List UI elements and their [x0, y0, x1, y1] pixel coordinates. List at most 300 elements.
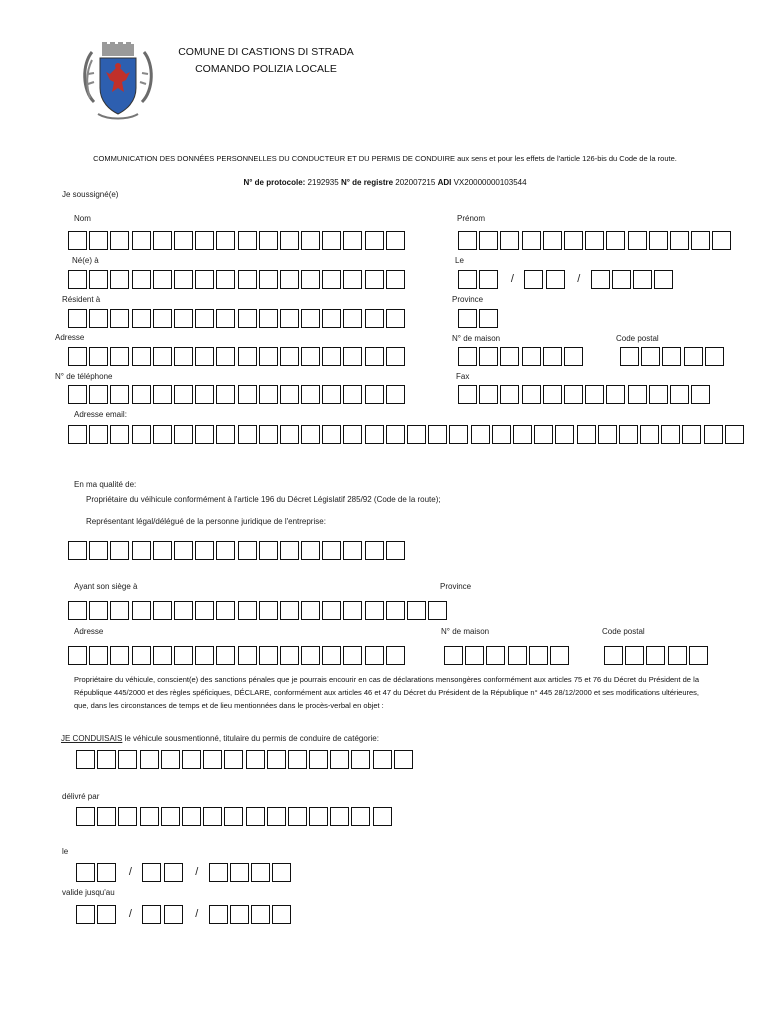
char-box[interactable] [508, 646, 527, 665]
char-box[interactable] [195, 231, 214, 250]
char-box[interactable] [394, 750, 413, 769]
char-box[interactable] [238, 309, 257, 328]
char-box[interactable] [725, 425, 744, 444]
char-box[interactable] [68, 425, 87, 444]
birth-year-boxes[interactable] [591, 270, 676, 289]
char-box[interactable] [224, 750, 243, 769]
char-box[interactable] [479, 309, 498, 328]
char-box[interactable] [164, 863, 183, 882]
char-box[interactable] [110, 541, 129, 560]
char-box[interactable] [280, 646, 299, 665]
char-box[interactable] [259, 601, 278, 620]
char-box[interactable] [89, 601, 108, 620]
char-box[interactable] [118, 750, 137, 769]
char-box[interactable] [238, 646, 257, 665]
char-box[interactable] [591, 270, 610, 289]
issue-month-boxes[interactable] [142, 863, 184, 882]
char-box[interactable] [668, 646, 687, 665]
char-box[interactable] [153, 231, 172, 250]
char-box[interactable] [301, 309, 320, 328]
char-box[interactable] [209, 905, 228, 924]
char-box[interactable] [89, 347, 108, 366]
char-box[interactable] [89, 309, 108, 328]
char-box[interactable] [76, 807, 95, 826]
char-box[interactable] [322, 541, 341, 560]
char-box[interactable] [132, 347, 151, 366]
char-box[interactable] [351, 807, 370, 826]
char-box[interactable] [449, 425, 468, 444]
char-box[interactable] [174, 385, 193, 404]
char-box[interactable] [174, 231, 193, 250]
char-box[interactable] [259, 309, 278, 328]
char-box[interactable] [251, 863, 270, 882]
fax-field[interactable] [458, 385, 712, 404]
char-box[interactable] [546, 270, 565, 289]
char-box[interactable] [343, 646, 362, 665]
char-box[interactable] [386, 601, 405, 620]
char-box[interactable] [110, 347, 129, 366]
valid-day-boxes[interactable] [76, 905, 118, 924]
char-box[interactable] [585, 385, 604, 404]
char-box[interactable] [649, 385, 668, 404]
char-box[interactable] [689, 646, 708, 665]
char-box[interactable] [195, 309, 214, 328]
char-box[interactable] [246, 750, 265, 769]
char-box[interactable] [132, 601, 151, 620]
char-box[interactable] [280, 231, 299, 250]
char-box[interactable] [301, 646, 320, 665]
char-box[interactable] [174, 347, 193, 366]
char-box[interactable] [343, 425, 362, 444]
char-box[interactable] [522, 231, 541, 250]
birth-day-boxes[interactable] [458, 270, 500, 289]
nom-field[interactable] [68, 231, 407, 250]
char-box[interactable] [330, 807, 349, 826]
char-box[interactable] [142, 905, 161, 924]
char-box[interactable] [76, 863, 95, 882]
owner-option: Propriétaire du véihicule conformément à l'article 196 du Décret Législatif 285/92 (Code de la route); [86, 495, 441, 504]
char-box[interactable] [259, 646, 278, 665]
char-box[interactable] [280, 601, 299, 620]
char-box[interactable] [386, 347, 405, 366]
char-box[interactable] [216, 646, 235, 665]
char-box[interactable] [288, 750, 307, 769]
char-box[interactable] [564, 385, 583, 404]
char-box[interactable] [174, 309, 193, 328]
char-box[interactable] [209, 863, 228, 882]
valid-year-boxes[interactable] [209, 905, 294, 924]
char-box[interactable] [330, 750, 349, 769]
birthplace-field[interactable] [68, 270, 407, 289]
email-field[interactable] [68, 425, 746, 444]
char-box[interactable] [195, 270, 214, 289]
char-box[interactable] [110, 425, 129, 444]
char-box[interactable] [524, 270, 543, 289]
char-box[interactable] [458, 270, 477, 289]
char-box[interactable] [479, 231, 498, 250]
province-field[interactable] [458, 309, 500, 328]
char-box[interactable] [365, 541, 384, 560]
char-box[interactable] [301, 231, 320, 250]
char-box[interactable] [174, 601, 193, 620]
char-box[interactable] [301, 601, 320, 620]
char-box[interactable] [534, 425, 553, 444]
char-box[interactable] [543, 385, 562, 404]
char-box[interactable] [343, 231, 362, 250]
char-box[interactable] [550, 646, 569, 665]
char-box[interactable] [216, 385, 235, 404]
char-box[interactable] [500, 231, 519, 250]
char-box[interactable] [195, 385, 214, 404]
char-box[interactable] [543, 231, 562, 250]
char-box[interactable] [110, 270, 129, 289]
char-box[interactable] [280, 309, 299, 328]
char-box[interactable] [267, 807, 286, 826]
char-box[interactable] [259, 385, 278, 404]
char-box[interactable] [555, 425, 574, 444]
char-box[interactable] [280, 425, 299, 444]
char-box[interactable] [479, 270, 498, 289]
char-box[interactable] [691, 385, 710, 404]
valid-month-boxes[interactable] [142, 905, 184, 924]
char-box[interactable] [216, 347, 235, 366]
char-box[interactable] [612, 270, 631, 289]
char-box[interactable] [195, 347, 214, 366]
char-box[interactable] [76, 905, 95, 924]
char-box[interactable] [492, 425, 511, 444]
capacity-label: En ma qualité de: [74, 480, 137, 489]
char-box[interactable] [259, 231, 278, 250]
char-box[interactable] [142, 863, 161, 882]
char-box[interactable] [182, 807, 201, 826]
char-box[interactable] [132, 270, 151, 289]
char-box[interactable] [500, 385, 519, 404]
char-box[interactable] [153, 309, 172, 328]
char-box[interactable] [259, 270, 278, 289]
char-box[interactable] [216, 270, 235, 289]
char-box[interactable] [182, 750, 201, 769]
char-box[interactable] [140, 750, 159, 769]
char-box[interactable] [97, 863, 116, 882]
char-box[interactable] [322, 425, 341, 444]
char-box[interactable] [628, 231, 647, 250]
char-box[interactable] [216, 231, 235, 250]
char-box[interactable] [322, 601, 341, 620]
char-box[interactable] [68, 541, 87, 560]
char-box[interactable] [301, 270, 320, 289]
char-box[interactable] [386, 231, 405, 250]
phone-field[interactable] [68, 385, 407, 404]
char-box[interactable] [513, 425, 532, 444]
resident-field[interactable] [68, 309, 407, 328]
char-box[interactable] [640, 425, 659, 444]
char-box[interactable] [68, 231, 87, 250]
license-category-field[interactable] [76, 750, 415, 769]
char-box[interactable] [343, 270, 362, 289]
char-box[interactable] [89, 231, 108, 250]
char-box[interactable] [649, 231, 668, 250]
postal-code-label: Code postal [616, 334, 659, 343]
char-box[interactable] [309, 750, 328, 769]
char-box[interactable] [543, 347, 562, 366]
char-box[interactable] [606, 385, 625, 404]
char-box[interactable] [216, 601, 235, 620]
char-box[interactable] [132, 385, 151, 404]
char-box[interactable] [606, 231, 625, 250]
char-box[interactable] [246, 807, 265, 826]
char-box[interactable] [203, 750, 222, 769]
prenom-field[interactable] [458, 231, 733, 250]
issue-year-boxes[interactable] [209, 863, 294, 882]
char-box[interactable] [267, 750, 286, 769]
char-box[interactable] [564, 231, 583, 250]
headquarters-field[interactable] [68, 601, 449, 620]
char-box[interactable] [301, 385, 320, 404]
char-box[interactable] [529, 646, 548, 665]
char-box[interactable] [661, 425, 680, 444]
char-box[interactable] [238, 601, 257, 620]
char-box[interactable] [585, 231, 604, 250]
char-box[interactable] [89, 646, 108, 665]
char-box[interactable] [598, 425, 617, 444]
char-box[interactable] [641, 347, 660, 366]
char-box[interactable] [343, 601, 362, 620]
char-box[interactable] [272, 863, 291, 882]
char-box[interactable] [365, 601, 384, 620]
char-box[interactable] [68, 646, 87, 665]
char-box[interactable] [132, 541, 151, 560]
char-box[interactable] [684, 347, 703, 366]
char-box[interactable] [97, 750, 116, 769]
char-box[interactable] [343, 347, 362, 366]
char-box[interactable] [259, 541, 278, 560]
char-box[interactable] [153, 541, 172, 560]
char-box[interactable] [343, 541, 362, 560]
char-box[interactable] [97, 807, 116, 826]
char-box[interactable] [118, 807, 137, 826]
char-box[interactable] [646, 646, 665, 665]
char-box[interactable] [68, 385, 87, 404]
char-box[interactable] [365, 646, 384, 665]
char-box[interactable] [479, 385, 498, 404]
char-box[interactable] [89, 270, 108, 289]
char-box[interactable] [89, 385, 108, 404]
char-box[interactable] [238, 231, 257, 250]
char-box[interactable] [280, 385, 299, 404]
char-box[interactable] [365, 270, 384, 289]
char-box[interactable] [238, 385, 257, 404]
char-box[interactable] [230, 863, 249, 882]
char-box[interactable] [132, 231, 151, 250]
company-name-field[interactable] [68, 541, 407, 560]
char-box[interactable] [280, 541, 299, 560]
char-box[interactable] [662, 347, 681, 366]
char-box[interactable] [373, 750, 392, 769]
char-box[interactable] [259, 347, 278, 366]
char-box[interactable] [97, 905, 116, 924]
char-box[interactable] [161, 750, 180, 769]
char-box[interactable] [132, 425, 151, 444]
issued-by-field[interactable] [76, 807, 394, 826]
char-box[interactable] [153, 385, 172, 404]
char-box[interactable] [68, 309, 87, 328]
char-box[interactable] [174, 425, 193, 444]
char-box[interactable] [174, 270, 193, 289]
char-box[interactable] [471, 425, 490, 444]
char-box[interactable] [628, 385, 647, 404]
char-box[interactable] [458, 309, 477, 328]
char-box[interactable] [68, 270, 87, 289]
char-box[interactable] [386, 541, 405, 560]
address2-field[interactable] [68, 646, 407, 665]
char-box[interactable] [682, 425, 701, 444]
char-box[interactable] [407, 601, 426, 620]
char-box[interactable] [68, 601, 87, 620]
char-box[interactable] [322, 646, 341, 665]
char-box[interactable] [479, 347, 498, 366]
char-box[interactable] [216, 425, 235, 444]
char-box[interactable] [670, 385, 689, 404]
char-box[interactable] [110, 601, 129, 620]
char-box[interactable] [259, 425, 278, 444]
house-number-field[interactable] [458, 347, 585, 366]
char-box[interactable] [174, 541, 193, 560]
char-box[interactable] [110, 309, 129, 328]
char-box[interactable] [230, 905, 249, 924]
char-box[interactable] [620, 347, 639, 366]
char-box[interactable] [195, 601, 214, 620]
char-box[interactable] [365, 385, 384, 404]
char-box[interactable] [625, 646, 644, 665]
char-box[interactable] [301, 425, 320, 444]
char-box[interactable] [288, 807, 307, 826]
char-box[interactable] [224, 807, 243, 826]
char-box[interactable] [76, 750, 95, 769]
char-box[interactable] [365, 425, 384, 444]
char-box[interactable] [322, 231, 341, 250]
char-box[interactable] [110, 385, 129, 404]
char-box[interactable] [691, 231, 710, 250]
char-box[interactable] [386, 425, 405, 444]
char-box[interactable] [619, 425, 638, 444]
char-box[interactable] [140, 807, 159, 826]
char-box[interactable] [161, 807, 180, 826]
postal-code2-label: Code postal [602, 627, 645, 636]
char-box[interactable] [164, 905, 183, 924]
char-box[interactable] [251, 905, 270, 924]
char-box[interactable] [153, 646, 172, 665]
char-box[interactable] [322, 309, 341, 328]
char-box[interactable] [174, 646, 193, 665]
house-number2-field[interactable] [444, 646, 571, 665]
char-box[interactable] [428, 601, 447, 620]
char-box[interactable] [153, 347, 172, 366]
char-box[interactable] [351, 750, 370, 769]
char-box[interactable] [444, 646, 463, 665]
char-box[interactable] [386, 270, 405, 289]
char-box[interactable] [343, 309, 362, 328]
char-box[interactable] [322, 270, 341, 289]
char-box[interactable] [564, 347, 583, 366]
char-box[interactable] [458, 231, 477, 250]
char-box[interactable] [280, 347, 299, 366]
char-box[interactable] [386, 646, 405, 665]
issue-date-field[interactable] [76, 863, 294, 882]
char-box[interactable] [343, 385, 362, 404]
char-box[interactable] [486, 646, 505, 665]
char-box[interactable] [132, 646, 151, 665]
char-box[interactable] [309, 807, 328, 826]
char-box[interactable] [272, 905, 291, 924]
char-box[interactable] [195, 425, 214, 444]
char-box[interactable] [110, 231, 129, 250]
char-box[interactable] [238, 541, 257, 560]
char-box[interactable] [195, 646, 214, 665]
char-box[interactable] [322, 347, 341, 366]
char-box[interactable] [633, 270, 652, 289]
char-box[interactable] [522, 385, 541, 404]
char-box[interactable] [386, 309, 405, 328]
birthdate-field[interactable] [458, 270, 676, 289]
issue-day-boxes[interactable] [76, 863, 118, 882]
address-field[interactable] [68, 347, 407, 366]
char-box[interactable] [89, 541, 108, 560]
char-box[interactable] [301, 347, 320, 366]
char-box[interactable] [428, 425, 447, 444]
char-box[interactable] [458, 347, 477, 366]
char-box[interactable] [465, 646, 484, 665]
char-box[interactable] [89, 425, 108, 444]
char-box[interactable] [670, 231, 689, 250]
char-box[interactable] [68, 347, 87, 366]
char-box[interactable] [373, 807, 392, 826]
char-box[interactable] [216, 309, 235, 328]
char-box[interactable] [216, 541, 235, 560]
char-box[interactable] [132, 309, 151, 328]
birth-month-boxes[interactable] [524, 270, 566, 289]
char-box[interactable] [705, 347, 724, 366]
char-box[interactable] [203, 807, 222, 826]
valid-until-field[interactable] [76, 905, 294, 924]
char-box[interactable] [458, 385, 477, 404]
char-box[interactable] [365, 347, 384, 366]
char-box[interactable] [110, 646, 129, 665]
char-box[interactable] [407, 425, 426, 444]
char-box[interactable] [712, 231, 731, 250]
char-box[interactable] [365, 309, 384, 328]
postal-code-field[interactable] [620, 347, 726, 366]
char-box[interactable] [238, 347, 257, 366]
char-box[interactable] [500, 347, 519, 366]
char-box[interactable] [238, 425, 257, 444]
char-box[interactable] [704, 425, 723, 444]
char-box[interactable] [322, 385, 341, 404]
char-box[interactable] [522, 347, 541, 366]
char-box[interactable] [577, 425, 596, 444]
char-box[interactable] [153, 425, 172, 444]
postal-code2-field[interactable] [604, 646, 710, 665]
char-box[interactable] [153, 270, 172, 289]
char-box[interactable] [195, 541, 214, 560]
char-box[interactable] [238, 270, 257, 289]
char-box[interactable] [153, 601, 172, 620]
char-box[interactable] [604, 646, 623, 665]
char-box[interactable] [386, 385, 405, 404]
char-box[interactable] [280, 270, 299, 289]
char-box[interactable] [301, 541, 320, 560]
char-box[interactable] [654, 270, 673, 289]
char-box[interactable] [365, 231, 384, 250]
